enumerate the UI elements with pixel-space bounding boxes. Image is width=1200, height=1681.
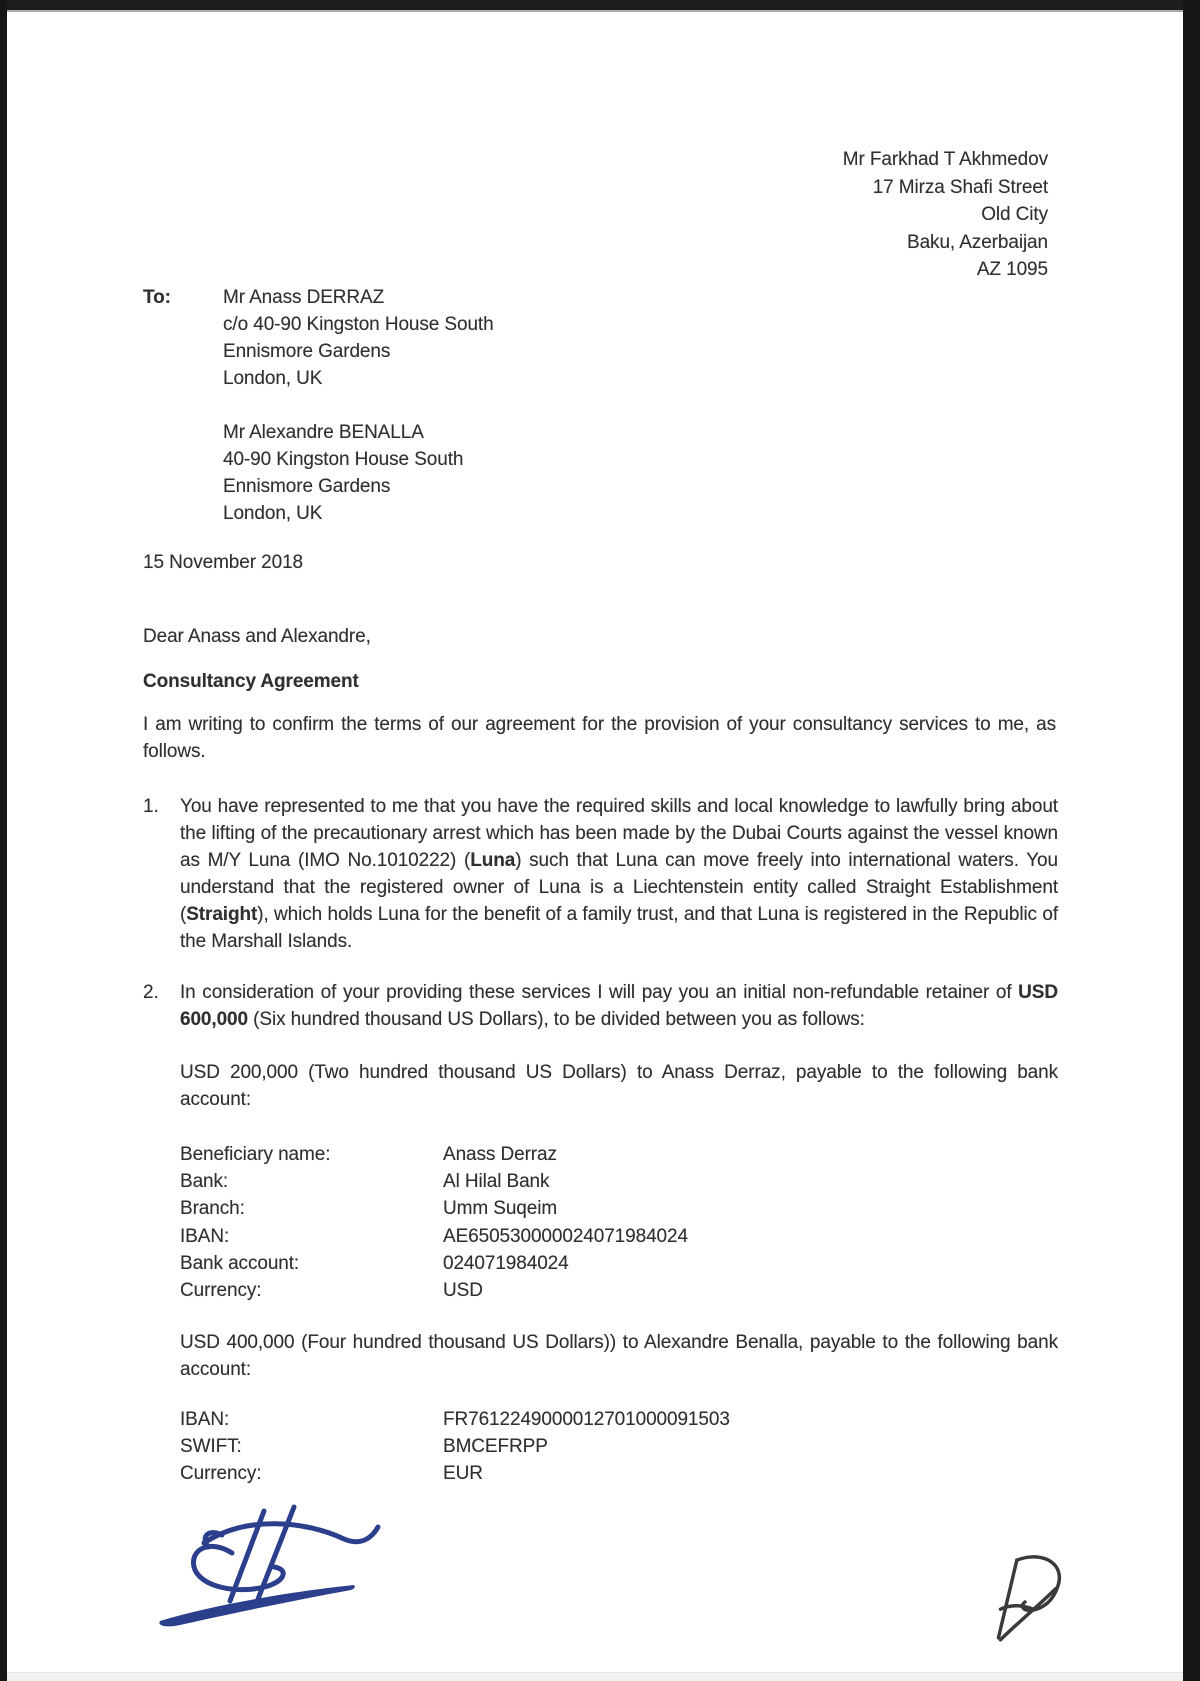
bank-row-label: Beneficiary name: (180, 1144, 331, 1165)
intro-paragraph: I am writing to confirm the terms of our agreement for the provision of your consultancy services to me, as follows. (143, 714, 1056, 762)
address-line: London, UK (223, 503, 323, 524)
clause-1-bold-straight: Straight (186, 904, 258, 925)
bank-details-1 (180, 1141, 688, 1304)
clause-1-seg: ) such that Luna can move freely into international waters. You understand that the registered owner of Luna is a Liechtenstein entity called Straight Establishment ( (180, 850, 1058, 925)
clause-2-number: 2. (143, 982, 159, 1003)
recipient-2-address (223, 419, 494, 527)
sender-address (843, 146, 1048, 284)
bank-row-iban (180, 1406, 730, 1433)
bank-row-value: Al Hilal Bank (443, 1171, 550, 1193)
address-line: Mr Anass DERRAZ (223, 287, 385, 308)
bank-row-iban (180, 1223, 688, 1250)
viewer-top-bar (0, 0, 1200, 10)
initials-signature-ad (976, 1552, 1074, 1650)
bank-row-bank (180, 1168, 688, 1195)
bank-row-currency (180, 1277, 688, 1304)
clause-2-bold-amount: USD 600,000 (180, 982, 1058, 1030)
clause-2 (143, 979, 1058, 1033)
recipient-1-address (223, 284, 494, 392)
bank-row-branch (180, 1195, 688, 1222)
bank-row-value: Anass Derraz (443, 1144, 557, 1165)
bank-row-swift (180, 1433, 730, 1460)
bank-row-label: Bank account: (180, 1252, 300, 1274)
bank-row-label: SWIFT: (180, 1436, 242, 1458)
salutation: Dear Anass and Alexandre, (143, 626, 371, 647)
bank-row-label: Bank: (180, 1171, 229, 1193)
bank-row-label: Currency: (180, 1280, 262, 1302)
bank-row-value: 024071984024 (443, 1252, 569, 1274)
page-bottom-edge (7, 1672, 1183, 1681)
sender-line: Mr Farkhad T Akhmedov (842, 149, 1048, 170)
sender-line: 17 Mirza Shafi Street (872, 176, 1048, 198)
clause-1-bold-luna: Luna (470, 850, 516, 871)
viewer-left-edge (0, 0, 7, 1681)
address-line: Mr Alexandre BENALLA (223, 422, 424, 443)
clause-2-text (180, 979, 1058, 1033)
signature-underline-swoosh (159, 1585, 354, 1626)
address-line: Ennismore Gardens (223, 476, 391, 497)
payment-1-paragraph: USD 200,000 (Two hundred thousand US Dollars) to Anass Derraz, payable to the following bank account: (180, 1062, 1058, 1110)
recipient-1 (143, 284, 494, 392)
sender-line: Old City (981, 204, 1048, 225)
handwritten-signature-blue (146, 1496, 386, 1638)
date-line: 15 November 2018 (143, 552, 304, 573)
sender-line: Baku, Azerbaijan (907, 231, 1048, 253)
bank-row-label: IBAN: (180, 1225, 230, 1247)
clause-2-seg: (Six hundred thousand US Dollars), to be divided between you as follows: (247, 1009, 865, 1030)
bank-row-label: Currency: (180, 1463, 262, 1485)
bank-row-value: Umm Suqeim (443, 1198, 558, 1220)
bank-row-beneficiary (180, 1141, 688, 1168)
bank-details-2 (180, 1406, 730, 1488)
subject-line: Consultancy Agreement (143, 671, 359, 692)
bank-row-value: EUR (443, 1463, 483, 1485)
sender-line: AZ 1095 (976, 259, 1048, 280)
address-line: Ennismore Gardens (223, 341, 391, 362)
bank-row-value: AE650530000024071984024 (443, 1225, 688, 1247)
clause-1-seg: ), which holds Luna for the benefit of a family trust, and that Luna is registered in the Republic of the Marshall Islands. (180, 904, 1058, 952)
address-line: 40-90 Kingston House South (223, 449, 464, 470)
bank-row-label: Branch: (180, 1198, 245, 1220)
clause-1-number: 1. (143, 796, 159, 817)
clause-1-seg: You have represented to me that you have the required skills and local knowledge to lawfully bring about the lifting of the precautionary arrest which has been made by the Dubai Courts against the vessel known as M/Y Luna (IMO No.1010222) ( (180, 796, 1058, 871)
bank-row-value: BMCEFRPP (443, 1436, 548, 1458)
bank-row-value: FR7612249000012701000091503 (443, 1409, 730, 1430)
bank-row-label: IBAN: (180, 1409, 230, 1430)
address-line: c/o 40-90 Kingston House South (223, 314, 494, 335)
to-label: To: (143, 287, 171, 308)
bank-row-currency (180, 1460, 730, 1487)
payment-2-paragraph: USD 400,000 (Four hundred thousand US Dollars)) to Alexandre Benalla, payable to the following bank account: (180, 1332, 1058, 1380)
initials-strokes (998, 1557, 1059, 1640)
recipients-block (143, 284, 494, 527)
clause-1-text (180, 793, 1058, 955)
bank-row-value: USD (443, 1280, 483, 1302)
address-line: London, UK (223, 368, 323, 389)
clause-1 (143, 793, 1058, 955)
viewer-right-edge (1183, 0, 1200, 1681)
bank-row-account (180, 1250, 688, 1277)
page-top-edge (7, 10, 1183, 12)
clause-2-seg: In consideration of your providing these services I will pay you an initial non-refundable retainer of (180, 982, 1019, 1003)
